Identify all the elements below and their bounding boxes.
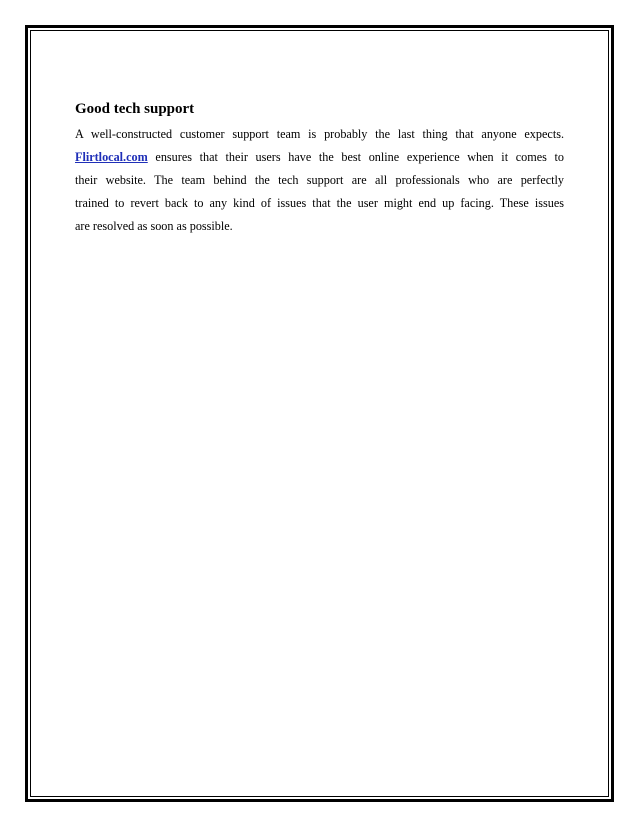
paragraph-line-2 [75,146,564,169]
body-paragraph [75,123,564,238]
paragraph-line-4: trained to revert back to any kind of issues that the user might end up facing. These issues [75,196,564,210]
section-heading: Good tech support [75,101,195,117]
paragraph-line-1: A well-constructed customer support team is probably the last thing that anyone expects. [75,127,564,141]
paragraph-line-3: their website. The team behind the tech support are all professionals who are perfectly [75,173,564,187]
paragraph-line-2-text: ensures that their users have the best online experience when it comes to [155,150,564,164]
paragraph-line-5: are resolved as soon as possible. [75,219,233,233]
flirtlocal-link[interactable]: Flirtlocal.com [75,150,148,164]
document-content [75,99,564,238]
